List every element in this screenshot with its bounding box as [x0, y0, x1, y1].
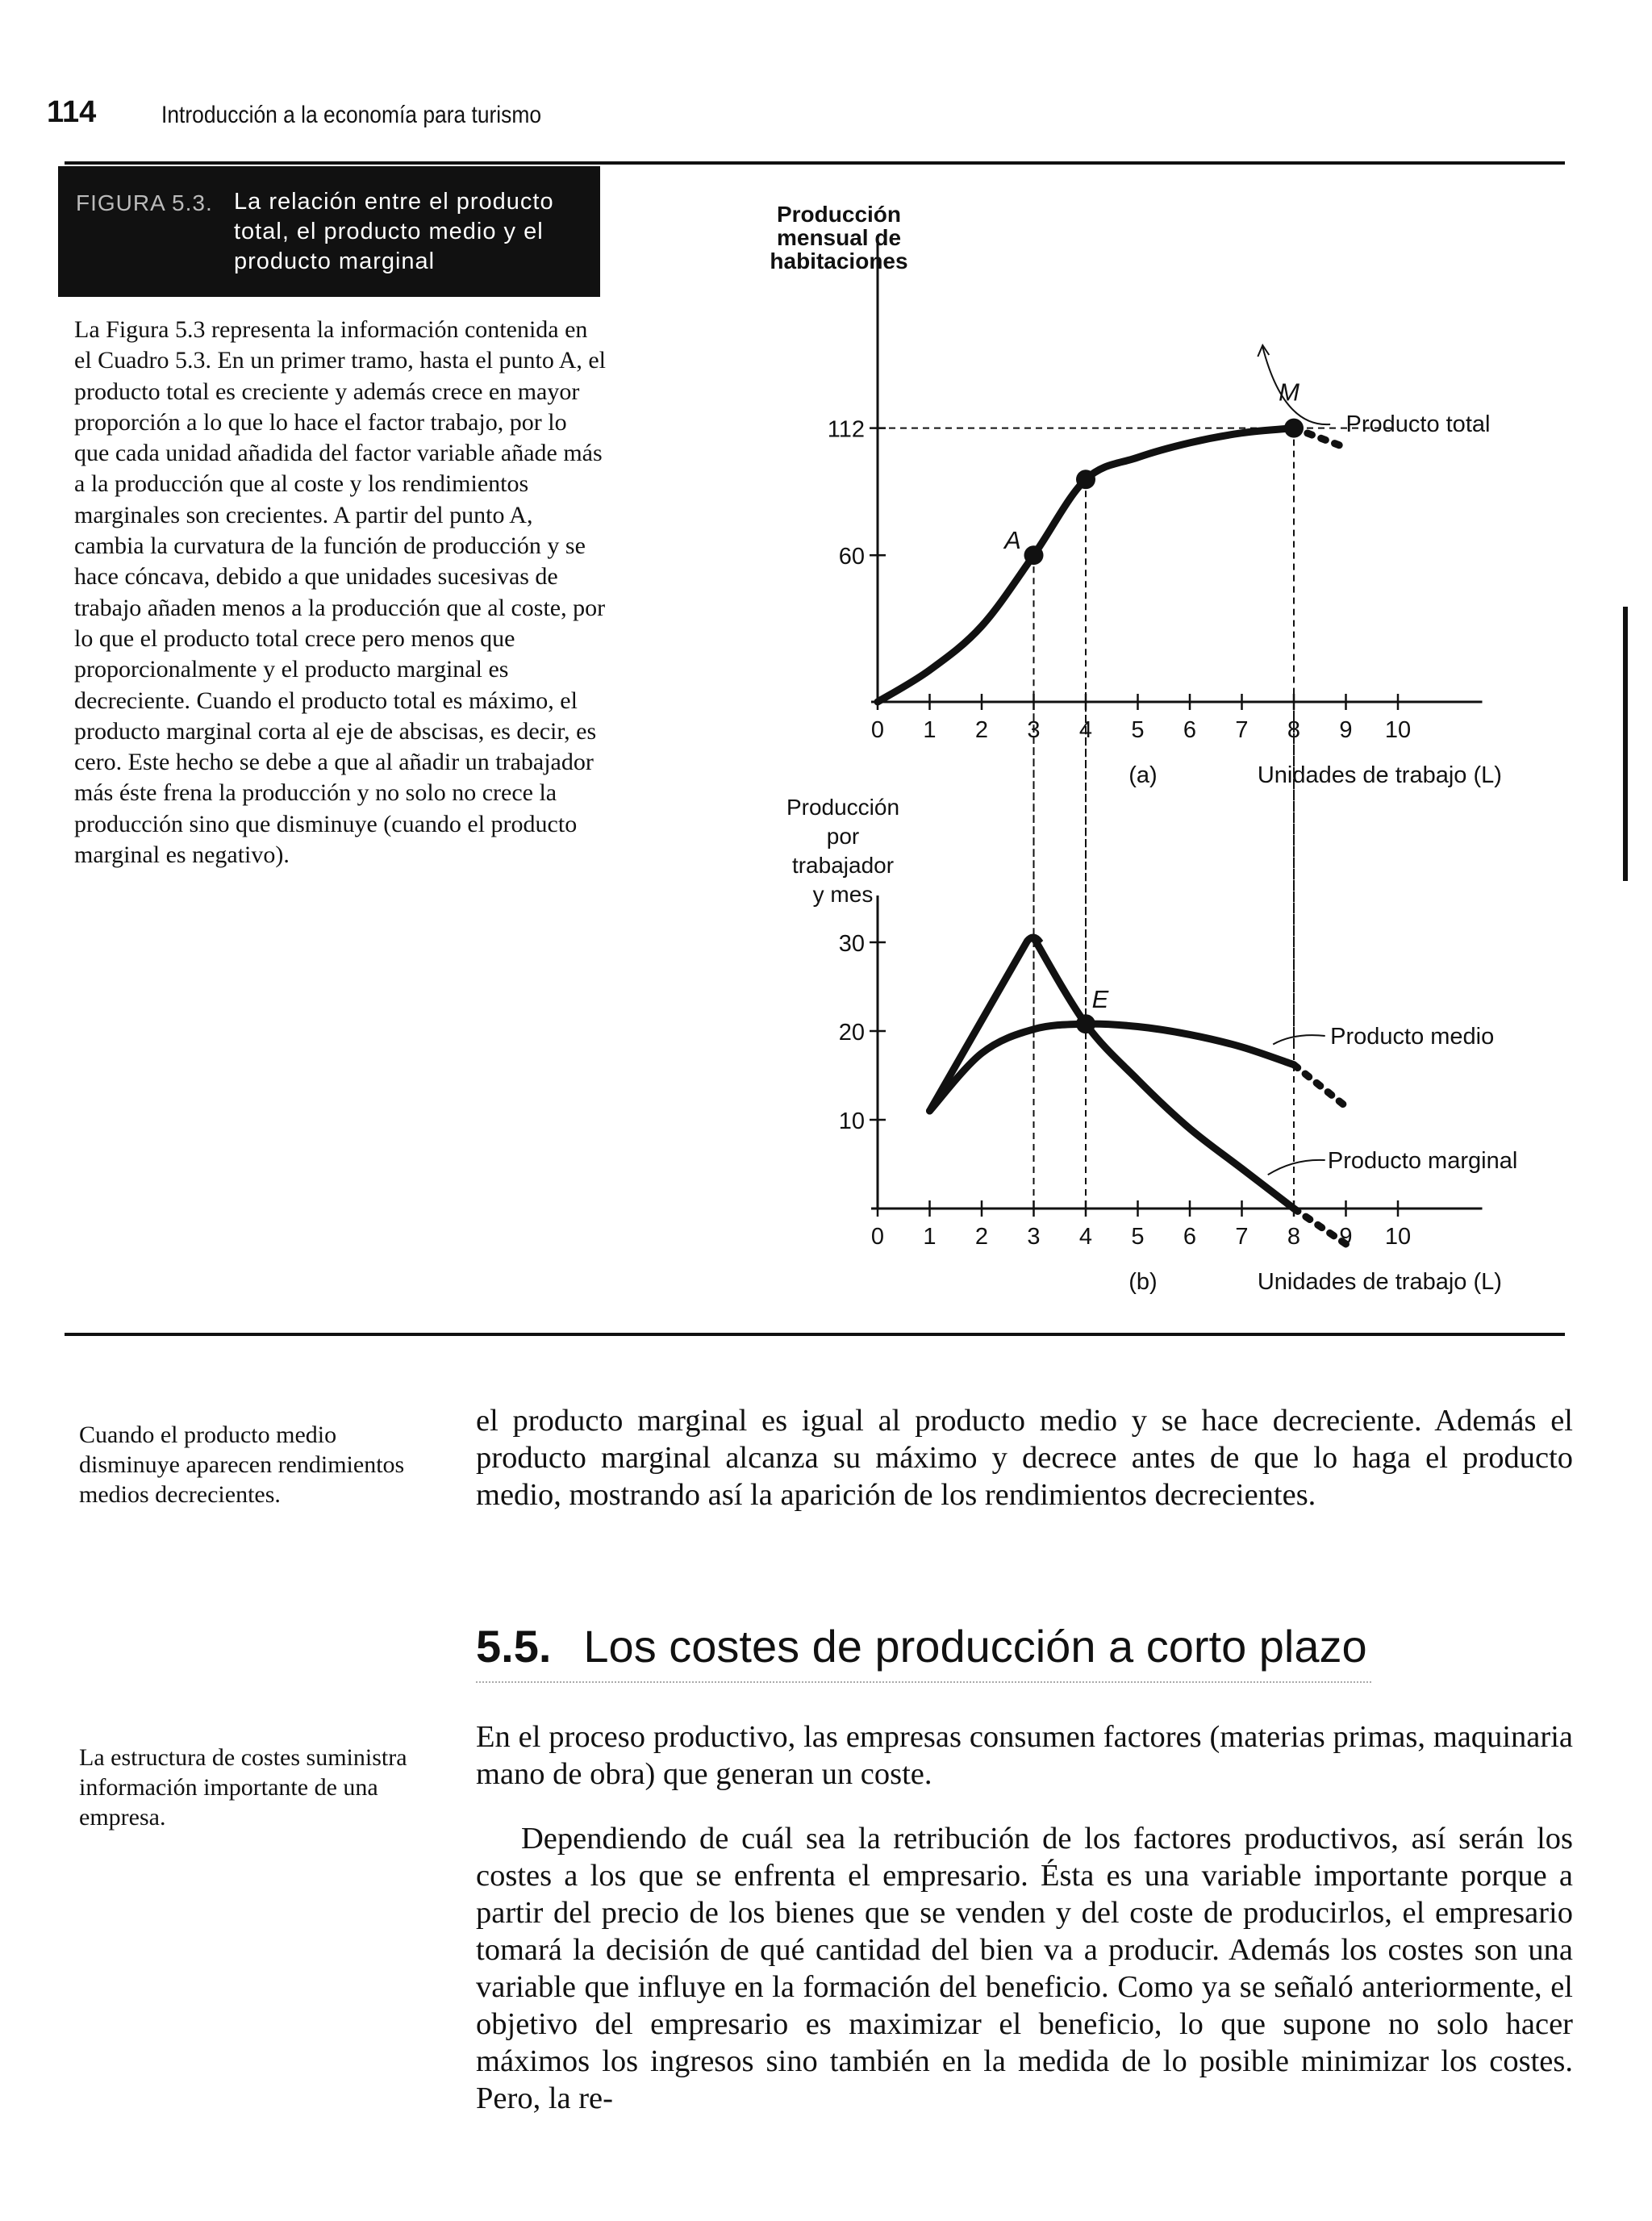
data-point — [1076, 470, 1095, 489]
x-tick-label: 10 — [1384, 1224, 1412, 1250]
y-tick-label: 112 — [827, 416, 865, 443]
y-axis-label: mensual de — [776, 225, 902, 250]
x-tick-label: 2 — [974, 1224, 989, 1250]
panel-label: (b) — [1128, 1269, 1158, 1295]
x-tick-label: 0 — [870, 717, 885, 743]
body-paragraph: el producto marginal es igual al producto medio y se hace decreciente. Además el producto marginal alcanza su máximo y decrece antes de que lo haga el producto medio, mostrando así la aparición de los rendimientos decrecientes. — [476, 1404, 1573, 1512]
point-label: E — [1091, 985, 1109, 1014]
y-axis-label: y mes — [812, 882, 874, 907]
point-label: M — [1279, 378, 1299, 407]
x-tick-label: 4 — [1078, 1224, 1093, 1250]
leader-line — [1268, 1160, 1325, 1175]
x-tick-label: 8 — [1287, 717, 1301, 743]
series-label: Producto medio — [1330, 1024, 1495, 1050]
body-paragraph: Dependiendo de cuál sea la retribución de los factores productivos, así serán los costes a los que se enfrenta el empresario. Ésta es una variable importante porque a partir del precio de los bienes que se venden y del coste de producirlos, el empresario tomará la decisión de qué cantidad del bien va a producir. Además los costes son una variable que influye en la formación del beneficio. Como ya se señaló anteriormente, el objetivo del empresario es maximizar el beneficio, lo que supone no solo hacer máximos los ingresos sino también en la medida de lo posible minimizar los costes. Pero, la re- — [476, 1822, 1573, 2115]
point-label: A — [1004, 526, 1021, 555]
edge-mark — [1623, 607, 1628, 881]
section-heading — [476, 1620, 1367, 1672]
y-tick-label: 20 — [838, 1020, 865, 1046]
x-tick-label: 7 — [1235, 1224, 1249, 1250]
data-point — [1076, 1014, 1095, 1033]
data-point — [1284, 419, 1304, 438]
y-axis-label: habitaciones — [770, 248, 908, 273]
x-tick-label: 7 — [1235, 717, 1249, 743]
series-label: Producto marginal — [1327, 1148, 1518, 1174]
y-axis-label: por — [826, 824, 860, 849]
series-line — [930, 937, 1295, 1209]
series-label: Producto total — [1345, 411, 1491, 437]
x-tick-label: 4 — [1078, 717, 1093, 743]
x-tick-label: 6 — [1183, 1224, 1197, 1250]
x-tick-label: 9 — [1339, 717, 1353, 743]
y-axis-label: Producción — [786, 795, 900, 820]
figure-label: FIGURA 5.3. — [76, 190, 213, 215]
x-tick-label: 8 — [1287, 1224, 1301, 1250]
section-number: 5.5. — [476, 1621, 552, 1672]
x-tick-label: 2 — [974, 717, 989, 743]
x-tick-label: 1 — [923, 1224, 937, 1250]
data-point — [1024, 545, 1044, 565]
margin-note-average-product: Cuando el producto medio disminuye aparecen rendimientos medios decrecientes. — [79, 1422, 405, 1508]
x-tick-label: 10 — [1384, 717, 1412, 743]
page-number: 114 — [47, 95, 97, 129]
x-tick-label: 6 — [1183, 717, 1197, 743]
series-extension — [1294, 1065, 1346, 1107]
body-paragraph: En el proceso productivo, las empresas consumen factores (materias primas, maquinaria mano de obra) que generan un coste. — [476, 1720, 1573, 1791]
x-tick-label: 5 — [1131, 1224, 1145, 1250]
y-tick-label: 60 — [838, 544, 865, 570]
chart-panel-total-product — [770, 202, 1502, 1049]
x-tick-label: 3 — [1027, 717, 1041, 743]
margin-note-cost-structure: La estructura de costes suministra información importante de una empresa. — [79, 1744, 407, 1831]
panel-label: (a) — [1128, 762, 1158, 788]
section-title: Los costes de producción a corto plazo — [583, 1621, 1367, 1672]
figure-caption: La Figura 5.3 representa la información contenida en el Cuadro 5.3. En un primer tramo, hasta el punto A, el producto total es creciente y además crece en mayor proporción a lo que lo hace el factor trabajo, por lo que cada unidad añadida del factor variable añade más a la producción que al coste y los rendimientos marginales son crecientes. A partir del punto A, cambia la curvatura de la función de producción y se hace cóncava, debido a que unidades sucesivas de trabajo añaden menos a la producción que al coste, por lo que el producto total crece pero menos que proporcionalmente y el producto marginal es decreciente. Cuando el producto total es máximo, el producto marginal corta al eje de abscisas, es decir, es cero. Este hecho se debe a que al añadir un trabajador más éste frena la producción y no solo no crece la producción sino que disminuye (cuando el producto marginal es negativo). — [74, 316, 607, 869]
leader-line — [1273, 1035, 1325, 1044]
series-extension — [1294, 1209, 1346, 1244]
x-tick-label: 5 — [1131, 717, 1145, 743]
x-tick-label: 3 — [1027, 1224, 1041, 1250]
production-charts — [694, 186, 1581, 1315]
header-rule — [65, 161, 1565, 165]
y-tick-label: 30 — [838, 931, 865, 957]
x-axis-label: Unidades de trabajo (L) — [1257, 1269, 1502, 1295]
y-axis-label: trabajador — [791, 853, 895, 878]
series-line — [930, 1024, 1295, 1111]
x-tick-label: 0 — [870, 1224, 885, 1250]
figure-title: La relación entre el producto total, el producto medio y el producto marginal — [234, 189, 554, 274]
x-tick-label: 9 — [1339, 1224, 1353, 1250]
y-axis-label: Producción — [776, 202, 902, 227]
x-tick-label: 1 — [923, 717, 937, 743]
figure-bottom-rule — [65, 1333, 1565, 1336]
x-axis-label: Unidades de trabajo (L) — [1257, 762, 1502, 788]
y-tick-label: 10 — [838, 1108, 865, 1134]
figure-label-box — [58, 166, 600, 297]
section-rule — [476, 1681, 1371, 1683]
running-title: Introducción a la economía para turismo — [161, 102, 542, 128]
